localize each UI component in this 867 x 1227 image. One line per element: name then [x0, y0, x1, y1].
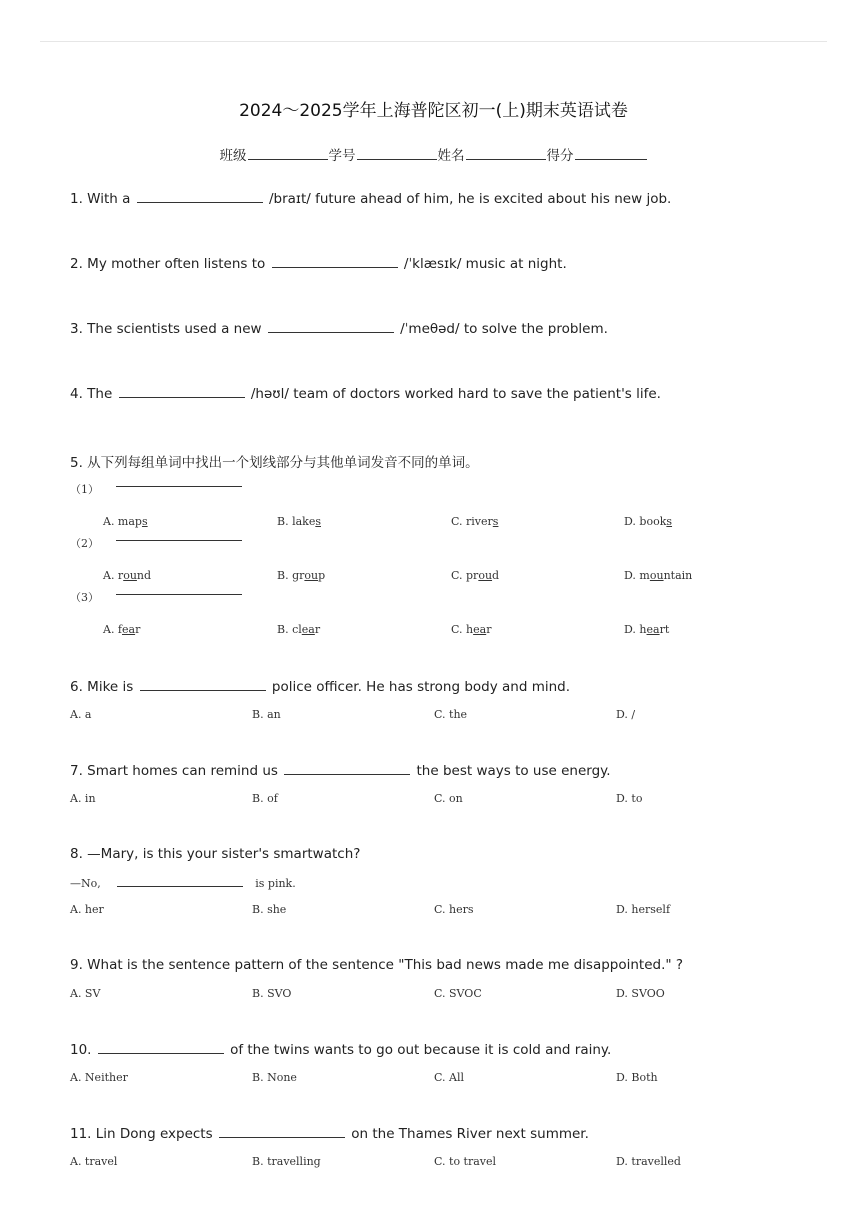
question-9: 9. What is the sentence pattern of the sentence "This bad news made me disappointed." ? [70, 957, 684, 973]
question-4 [70, 385, 661, 402]
question-text: /ˈklæsɪk/ music at night. [403, 256, 567, 272]
option-c[interactable]: C. All [434, 1071, 464, 1084]
option-c[interactable]: C. the [434, 708, 468, 721]
option-b[interactable]: B. travelling [252, 1155, 321, 1168]
question-7 [70, 762, 611, 779]
answer-blank[interactable] [119, 385, 245, 398]
answer-blank[interactable] [268, 320, 394, 333]
subquestion-label: （1） [70, 483, 99, 496]
option-a[interactable]: A. Neither [70, 1071, 128, 1084]
option-a[interactable]: A. fear [103, 623, 141, 636]
option-a[interactable]: A. in [70, 792, 96, 805]
answer-blank[interactable] [98, 1041, 224, 1054]
option-d[interactable]: D. Both [616, 1071, 658, 1084]
answer-blank[interactable] [137, 190, 263, 203]
option-b[interactable]: B. group [277, 569, 326, 582]
answer-blank[interactable] [116, 540, 242, 541]
option-d[interactable]: D. SVOO [616, 987, 665, 1000]
question-3 [70, 320, 608, 337]
question-text: 10. [70, 1042, 92, 1058]
name-blank[interactable] [466, 147, 546, 160]
question-8: 8. —Mary, is this your sister's smartwatch? [70, 846, 361, 862]
question-text: on the Thames River next summer. [351, 1126, 589, 1142]
class-label: 班级 [219, 148, 247, 164]
question-text: /ˈmeθəd/ to solve the problem. [400, 321, 608, 337]
option-c[interactable]: C. hear [451, 623, 492, 636]
option-c[interactable]: C. SVOC [434, 987, 482, 1000]
option-a[interactable]: A. SV [70, 987, 101, 1000]
answer-blank[interactable] [219, 1125, 345, 1138]
question-text: 11. Lin Dong expects [70, 1126, 213, 1142]
answer-blank[interactable] [284, 762, 410, 775]
question-10 [70, 1041, 611, 1058]
option-c[interactable]: C. to travel [434, 1155, 497, 1168]
option-a[interactable]: A. her [70, 903, 104, 916]
option-c[interactable]: C. rivers [451, 515, 499, 528]
number-blank[interactable] [357, 147, 437, 160]
answer-text: —No, [70, 877, 101, 890]
name-label: 姓名 [437, 148, 465, 164]
subquestion-label: （3） [70, 591, 99, 604]
subquestion-label: （2） [70, 537, 99, 550]
top-rule [40, 41, 827, 42]
student-info-line [0, 144, 867, 164]
question-text: 2. My mother often listens to [70, 256, 266, 272]
question-6 [70, 678, 570, 695]
option-a[interactable]: A. round [103, 569, 152, 582]
page-title: 2024～2025学年上海普陀区初一(上)期末英语试卷 [239, 101, 628, 121]
option-d[interactable]: D. travelled [616, 1155, 681, 1168]
number-label: 学号 [328, 148, 356, 164]
question-text: /həʊl/ team of doctors worked hard to save the patient's life. [250, 386, 661, 402]
answer-blank[interactable] [140, 678, 266, 691]
question-text: the best ways to use energy. [416, 763, 611, 779]
option-b[interactable]: B. clear [277, 623, 321, 636]
question-text: 3. The scientists used a new [70, 321, 262, 337]
option-b[interactable]: B. an [252, 708, 281, 721]
option-b[interactable]: B. None [252, 1071, 297, 1084]
option-c[interactable]: C. proud [451, 569, 500, 582]
option-a[interactable]: A. a [70, 708, 92, 721]
question-text: 7. Smart homes can remind us [70, 763, 278, 779]
option-a[interactable]: A. travel [70, 1155, 118, 1168]
option-d[interactable]: D. books [624, 515, 673, 528]
answer-blank[interactable] [116, 486, 242, 487]
question-2 [70, 255, 567, 272]
score-blank[interactable] [575, 147, 647, 160]
answer-blank[interactable] [117, 876, 243, 887]
question-text: police officer. He has strong body and mind. [271, 679, 571, 695]
option-d[interactable]: D. herself [616, 903, 671, 916]
score-label: 得分 [546, 148, 574, 164]
question-1 [70, 190, 671, 207]
option-d[interactable]: D. to [616, 792, 643, 805]
option-d[interactable]: D. / [616, 708, 636, 721]
question-text: 4. The [70, 386, 113, 402]
question-text: 1. With a [70, 191, 131, 207]
option-b[interactable]: B. lakes [277, 515, 321, 528]
option-d[interactable]: D. mountain [624, 569, 693, 582]
question-8-answer-line [70, 876, 296, 890]
option-c[interactable]: C. on [434, 792, 463, 805]
option-c[interactable]: C. hers [434, 903, 474, 916]
option-b[interactable]: B. she [252, 903, 287, 916]
answer-blank[interactable] [272, 255, 398, 268]
question-5-prompt: 5. 从下列每组单词中找出一个划线部分与其他单词发音不同的单词。 [70, 455, 479, 471]
question-11 [70, 1125, 589, 1142]
question-text: of the twins wants to go out because it is cold and rainy. [230, 1042, 612, 1058]
question-text: 6. Mike is [70, 679, 134, 695]
option-d[interactable]: D. heart [624, 623, 670, 636]
option-a[interactable]: A. maps [103, 515, 148, 528]
option-b[interactable]: B. of [252, 792, 278, 805]
answer-blank[interactable] [116, 594, 242, 595]
question-text: /braɪt/ future ahead of him, he is excited about his new job. [268, 191, 672, 207]
option-b[interactable]: B. SVO [252, 987, 292, 1000]
class-blank[interactable] [248, 147, 328, 160]
answer-text: is pink. [255, 877, 296, 890]
